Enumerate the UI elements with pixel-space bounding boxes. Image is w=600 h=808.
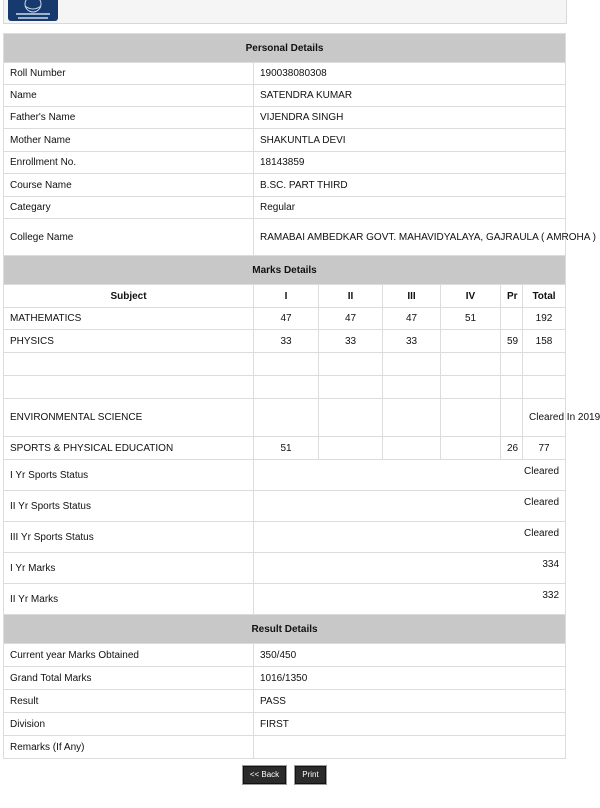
university-logo-icon bbox=[8, 0, 58, 21]
subject-mark bbox=[523, 376, 566, 399]
subject-name bbox=[4, 376, 254, 399]
status-label: III Yr Sports Status bbox=[4, 522, 254, 553]
subject-mark: 33 bbox=[254, 330, 319, 353]
subject-mark bbox=[441, 330, 501, 353]
subject-mark: 77 bbox=[523, 437, 566, 460]
subject-mark bbox=[319, 376, 383, 399]
personal-label: Course Name bbox=[4, 174, 254, 197]
subject-mark bbox=[319, 353, 383, 376]
personal-value: RAMABAI AMBEDKAR GOVT. MAHAVIDYALAYA, GAJRAULA ( AMROHA ) bbox=[254, 219, 566, 256]
top-banner bbox=[3, 0, 567, 24]
subject-mark: 51 bbox=[254, 437, 319, 460]
status-label: II Yr Marks bbox=[4, 584, 254, 615]
result-table bbox=[3, 33, 600, 759]
personal-value: SHAKUNTLA DEVI bbox=[254, 129, 566, 152]
marks-column-header: Total bbox=[523, 285, 566, 308]
marks-column-header: Pr bbox=[501, 285, 523, 308]
subject-mark bbox=[501, 376, 523, 399]
status-value: Cleared bbox=[254, 522, 566, 553]
section-header-result-details: Result Details bbox=[4, 615, 566, 644]
subject-name: ENVIRONMENTAL SCIENCE bbox=[4, 399, 254, 437]
subject-mark bbox=[383, 437, 441, 460]
result-value: 350/450 bbox=[254, 644, 566, 667]
subject-mark bbox=[319, 437, 383, 460]
subject-mark bbox=[441, 376, 501, 399]
subject-mark: 47 bbox=[254, 308, 319, 330]
subject-mark: 33 bbox=[383, 330, 441, 353]
result-label: Remarks (If Any) bbox=[4, 736, 254, 759]
personal-value: 190038080308 bbox=[254, 63, 566, 85]
subject-mark bbox=[254, 353, 319, 376]
personal-value: B.SC. PART THIRD bbox=[254, 174, 566, 197]
subject-mark bbox=[441, 437, 501, 460]
subject-mark bbox=[383, 376, 441, 399]
personal-label: College Name bbox=[4, 219, 254, 256]
status-value: 332 bbox=[254, 584, 566, 615]
subject-mark bbox=[254, 376, 319, 399]
subject-mark bbox=[501, 308, 523, 330]
subject-mark bbox=[319, 399, 383, 437]
subject-mark: 33 bbox=[319, 330, 383, 353]
subject-mark bbox=[441, 399, 501, 437]
marks-column-header: Subject bbox=[4, 285, 254, 308]
personal-label: Mother Name bbox=[4, 129, 254, 152]
personal-value: Regular bbox=[254, 197, 566, 219]
subject-mark: 59 bbox=[501, 330, 523, 353]
action-buttons bbox=[0, 766, 576, 784]
subject-name: SPORTS & PHYSICAL EDUCATION bbox=[4, 437, 254, 460]
personal-value: SATENDRA KUMAR bbox=[254, 85, 566, 107]
result-value: 1016/1350 bbox=[254, 667, 566, 690]
subject-mark: 51 bbox=[441, 308, 501, 330]
personal-label: Name bbox=[4, 85, 254, 107]
subject-mark bbox=[441, 353, 501, 376]
subject-mark bbox=[383, 399, 441, 437]
section-header-marks-details: Marks Details bbox=[4, 256, 566, 285]
subject-mark: 192 bbox=[523, 308, 566, 330]
result-label: Current year Marks Obtained bbox=[4, 644, 254, 667]
personal-value: VIJENDRA SINGH bbox=[254, 107, 566, 129]
status-label: II Yr Sports Status bbox=[4, 491, 254, 522]
status-label: I Yr Sports Status bbox=[4, 460, 254, 491]
back-button[interactable]: << Back bbox=[243, 766, 286, 784]
result-value: FIRST bbox=[254, 713, 566, 736]
subject-mark bbox=[501, 353, 523, 376]
personal-label: Categary bbox=[4, 197, 254, 219]
subject-mark: 47 bbox=[383, 308, 441, 330]
marks-column-header: II bbox=[319, 285, 383, 308]
result-label: Division bbox=[4, 713, 254, 736]
result-label: Result bbox=[4, 690, 254, 713]
print-button[interactable]: Print bbox=[295, 766, 326, 784]
status-label: I Yr Marks bbox=[4, 553, 254, 584]
subject-mark: Cleared In 2019 bbox=[523, 399, 566, 437]
marks-column-header: III bbox=[383, 285, 441, 308]
subject-mark: 26 bbox=[501, 437, 523, 460]
subject-mark bbox=[523, 353, 566, 376]
subject-mark: 47 bbox=[319, 308, 383, 330]
personal-label: Roll Number bbox=[4, 63, 254, 85]
subject-name: PHYSICS bbox=[4, 330, 254, 353]
status-value: Cleared bbox=[254, 491, 566, 522]
subject-mark bbox=[254, 399, 319, 437]
result-value bbox=[254, 736, 566, 759]
status-value: Cleared bbox=[254, 460, 566, 491]
personal-value: 18143859 bbox=[254, 152, 566, 174]
result-value: PASS bbox=[254, 690, 566, 713]
subject-mark bbox=[383, 353, 441, 376]
result-label: Grand Total Marks bbox=[4, 667, 254, 690]
personal-label: Father's Name bbox=[4, 107, 254, 129]
section-header-personal-details: Personal Details bbox=[4, 34, 566, 63]
personal-label: Enrollment No. bbox=[4, 152, 254, 174]
subject-name bbox=[4, 353, 254, 376]
marks-column-header: IV bbox=[441, 285, 501, 308]
subject-name: MATHEMATICS bbox=[4, 308, 254, 330]
marks-column-header: I bbox=[254, 285, 319, 308]
subject-mark: 158 bbox=[523, 330, 566, 353]
status-value: 334 bbox=[254, 553, 566, 584]
subject-mark bbox=[501, 399, 523, 437]
